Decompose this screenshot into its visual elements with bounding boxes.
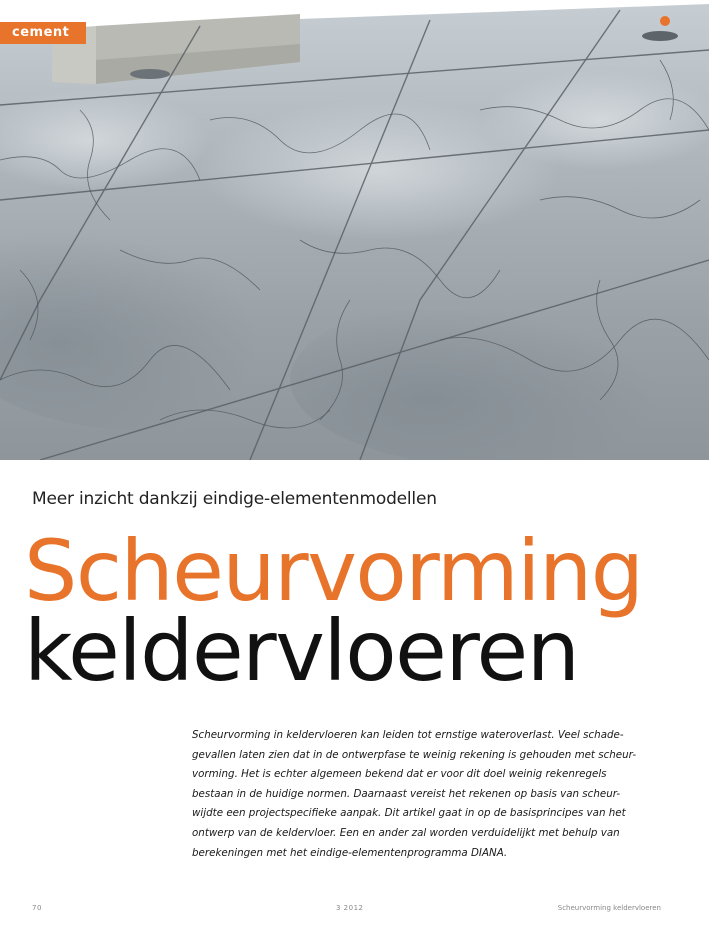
article-subtitle: Meer inzicht dankzij eindige-elementenmodellen [32, 489, 437, 509]
intro-line: gevallen laten zien dat in de ontwerpfase te weinig rekening is gehouden met scheur- [192, 748, 637, 761]
intro-line: vorming. Het is echter algemeen bekend dat er voor dit doel weinig rekenregels [192, 768, 607, 781]
running-title: Scheurvorming keldervloeren [557, 904, 661, 912]
page-number: 70 [32, 904, 42, 912]
article-title-line-1: Scheurvorming [24, 522, 643, 620]
article-intro [192, 726, 637, 863]
page-marker-icon [660, 16, 670, 26]
article-title-line-2: keldervloeren [24, 602, 579, 700]
issue-number: 3 2012 [336, 904, 364, 912]
intro-line: wijdte een projectspecifieke aanpak. Dit artikel gaat in op de basisprincipes van het [192, 807, 626, 820]
intro-line: Scheurvorming in keldervloeren kan leiden tot ernstige wateroverlast. Veel schade- [192, 729, 624, 741]
magazine-logo: cement [0, 22, 86, 44]
intro-line: berekeningen met het eindige-elementenprogramma DIANA. [192, 846, 508, 859]
intro-line: ontwerp van de keldervloer. Een en ander zal worden verduidelijkt met behulp van [192, 826, 620, 839]
concrete-floor-photo [0, 0, 709, 460]
intro-line: bestaan in de huidige normen. Daarnaast vereist het rekenen op basis van scheur- [192, 787, 621, 800]
